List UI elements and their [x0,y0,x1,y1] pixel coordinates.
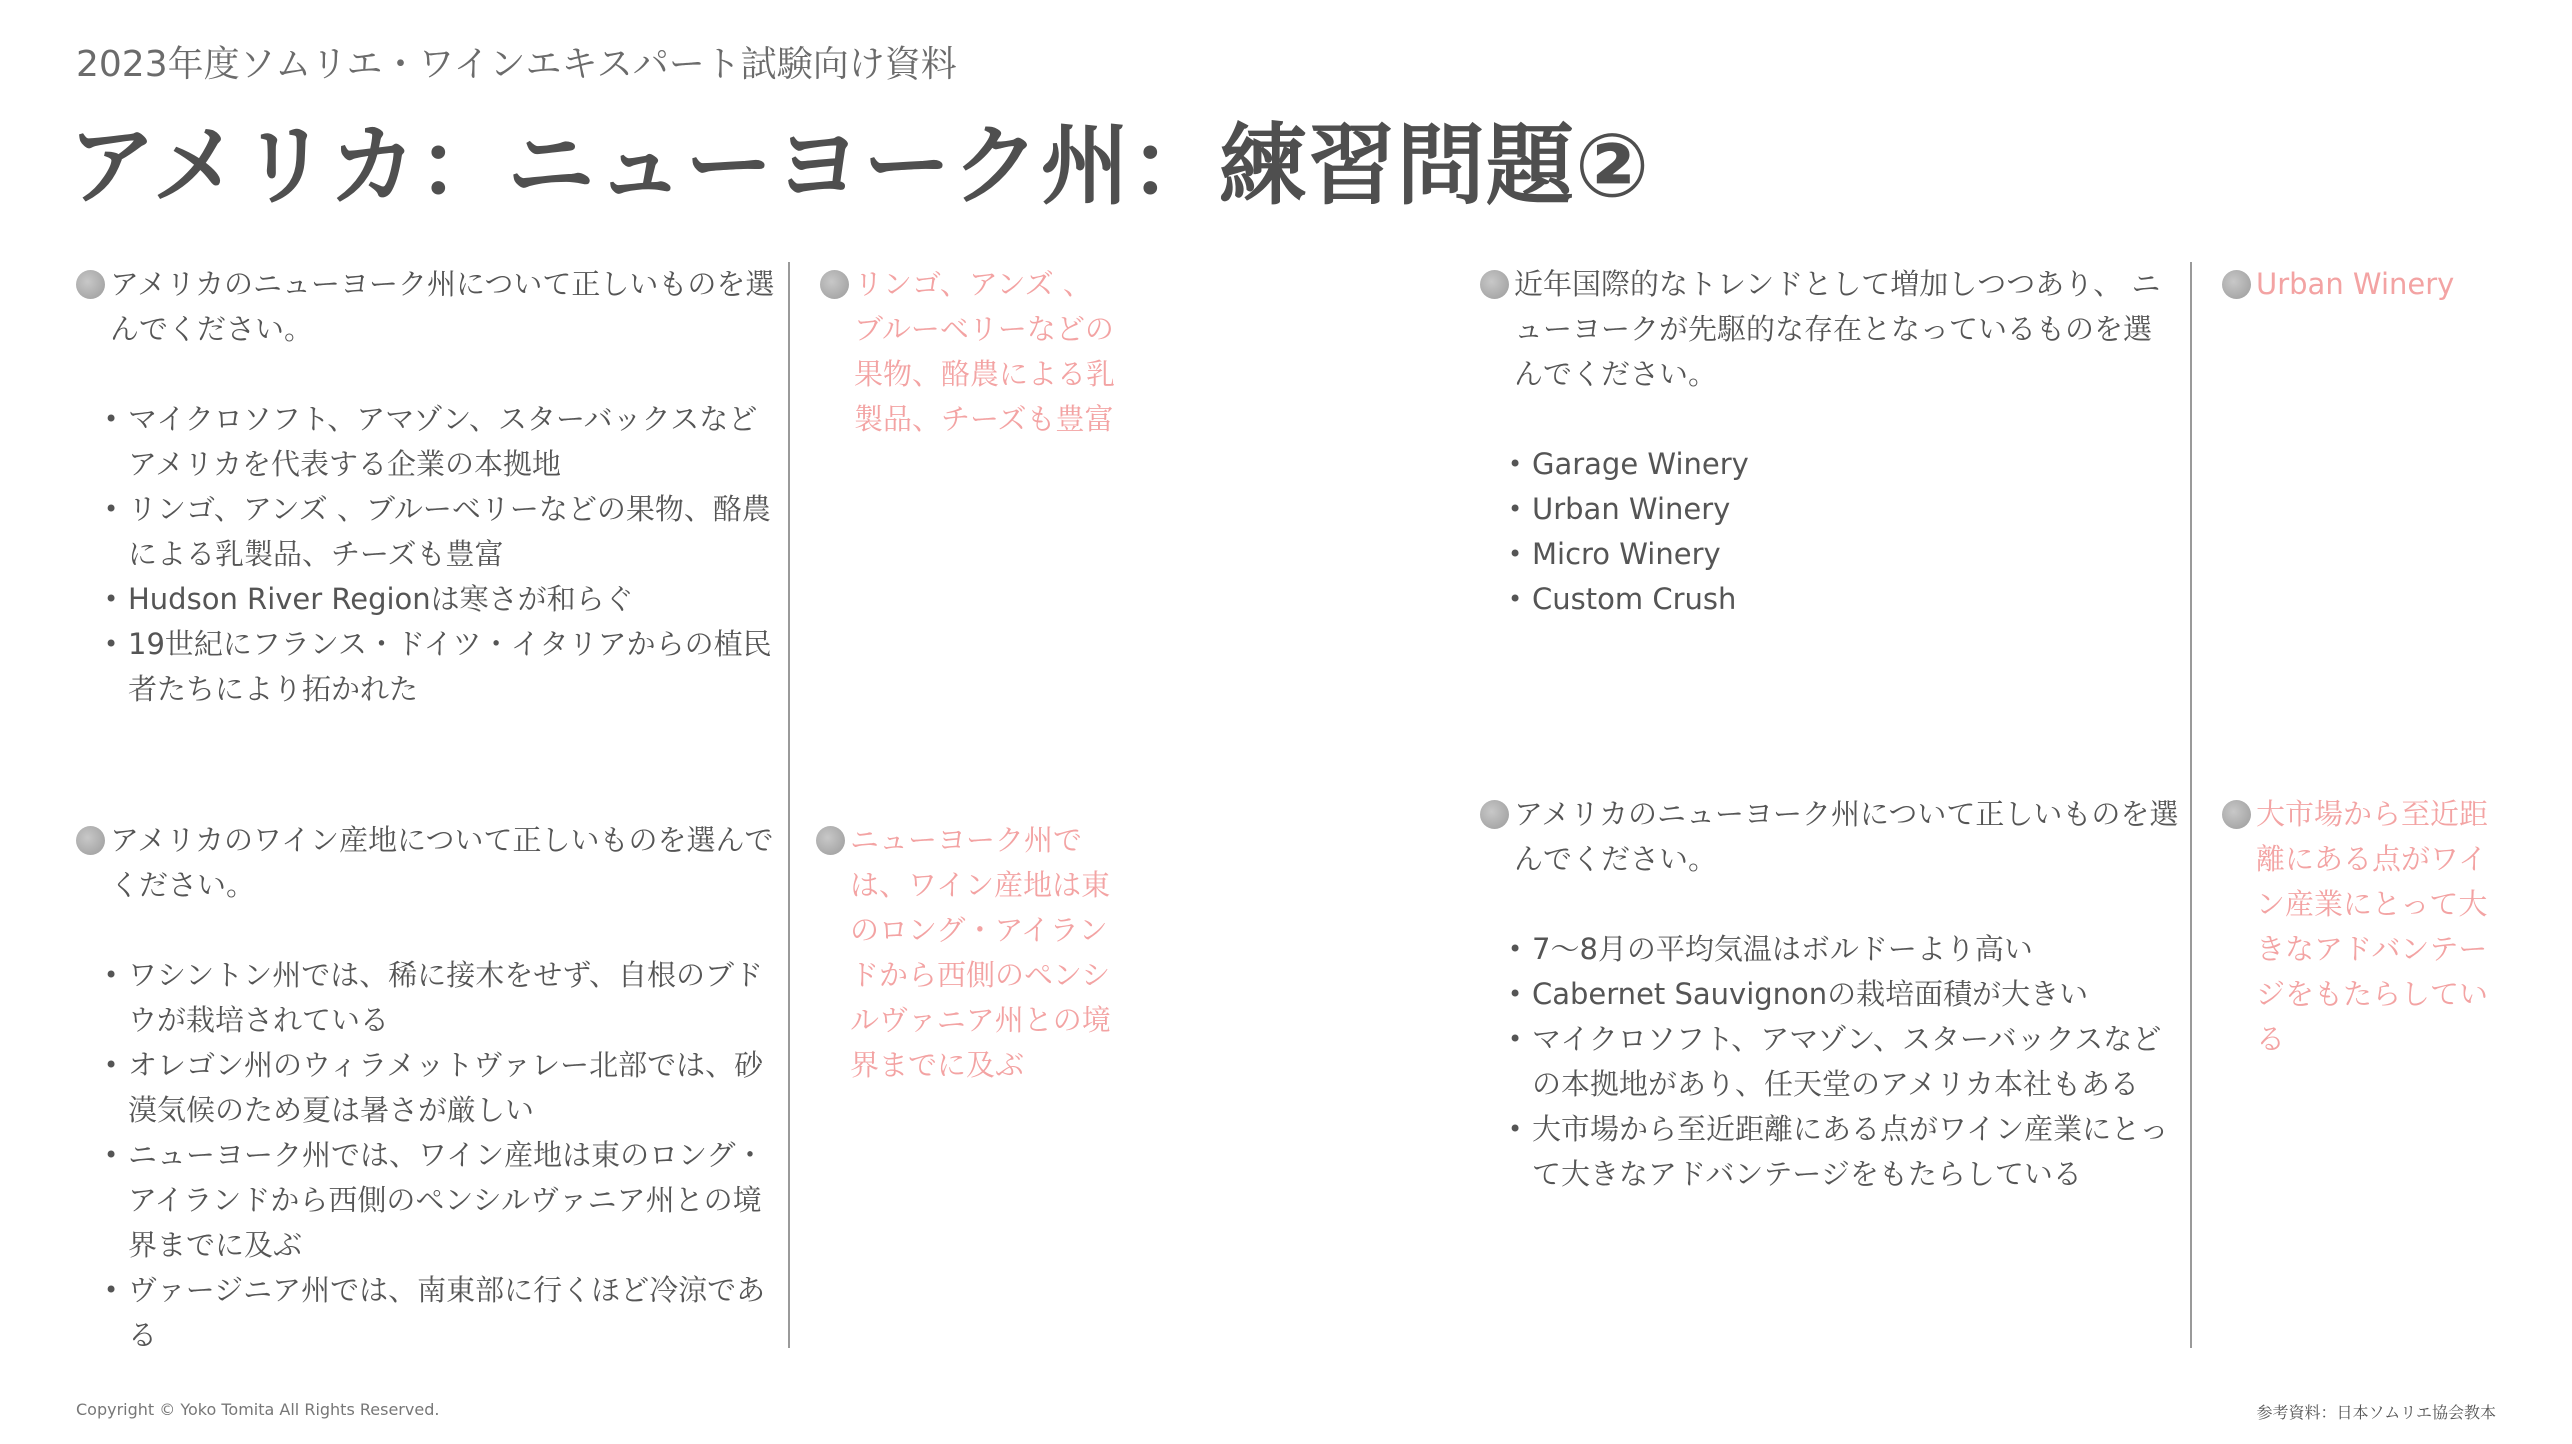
question-block-4 [1480,792,2180,1197]
option-item: • ニューヨーク州では、ワイン産地は東のロング・アイランドから西側のペンシルヴァニア州との境界までに及ぶ [76,1133,776,1268]
option-item: • リンゴ、アンズ 、ブルーベリーなどの果物、酪農による乳製品、チーズも豊富 [76,487,776,577]
option-item: • Urban Winery [1480,487,2180,532]
question-text-4 [1480,792,2180,882]
answer-3-text: Urban Winery [2256,267,2455,301]
question-block-1 [76,262,776,712]
question-text-1 [76,262,776,352]
option-item: • Cabernet Sauvignonの栽培面積が大きい [1480,972,2180,1017]
question-4-label: アメリカのニューヨーク州について正しいものを選んでください。 [1514,797,2179,876]
question-text-2 [76,818,776,908]
bullet-circle-icon [820,270,849,299]
answer-block-1 [820,262,1120,442]
option-item: • Custom Crush [1480,577,2180,622]
reference-text: 参考資料：日本ソムリエ協会教本 [2256,1403,2496,1422]
bullet-circle-icon [816,826,845,855]
option-item: • Micro Winery [1480,532,2180,577]
option-item: • 19世紀にフランス・ドイツ・イタリアからの植民者たちにより拓かれた [76,622,776,712]
column-divider [2190,262,2192,1348]
option-item: • 大市場から至近距離にある点がワイン産業にとって大きなアドバンテージをもたらしている [1480,1107,2180,1197]
answer-block-3 [2222,262,2522,307]
bullet-circle-icon [76,826,105,855]
option-item: • 7〜8月の平均気温はボルドーより高い [1480,927,2180,972]
option-list-3 [1480,442,2180,622]
deck-subtitle: 2023年度ソムリエ・ワインエキスパート試験向け資料 [76,44,957,85]
option-list-4 [1480,927,2180,1197]
copyright-text: Copyright © Yoko Tomita All Rights Reserved. [76,1400,440,1419]
bullet-circle-icon [1480,270,1509,299]
column-divider [788,262,790,1348]
option-item: • マイクロソフト、アマゾン、スターバックスなどの本拠地があり、任天堂のアメリカ本社もある [1480,1017,2180,1107]
question-2-label: アメリカのワイン産地について正しいものを選んでください。 [110,823,774,902]
page-title: アメリカ：ニューヨーク州：練習問題② [68,114,1651,217]
question-text-3 [1480,262,2180,397]
answer-1-text: リンゴ、アンズ 、ブルーベリーなどの果物、酪農による乳製品、チーズも豊富 [854,267,1116,436]
question-block-2 [76,818,776,1358]
answer-block-4 [2222,792,2512,1062]
bullet-circle-icon [2222,800,2251,829]
option-item: • ワシントン州では、稀に接木をせず、自根のブドウが栽培されている [76,953,776,1043]
option-list-1 [76,397,776,712]
bullet-circle-icon [76,270,105,299]
bullet-circle-icon [2222,270,2251,299]
option-item: • オレゴン州のウィラメットヴァレー北部では、砂漠気候のため夏は暑さが厳しい [76,1043,776,1133]
question-3-label: 近年国際的なトレンドとして増加しつつあり、 ニューヨークが先駆的な存在となっているものを選んでください。 [1514,267,2161,391]
option-item: • ヴァージニア州では、南東部に行くほど冷涼である [76,1268,776,1358]
option-list-2 [76,953,776,1358]
answer-2-text: ニューヨーク州では、ワイン産地は東のロング・アイランドから西側のペンシルヴァニア州との境界までに及ぶ [850,823,1111,1082]
option-item: • マイクロソフト、アマゾン、スターバックスなどアメリカを代表する企業の本拠地 [76,397,776,487]
option-item: • Hudson River Regionは寒さが和らぐ [76,577,776,622]
answer-4-text: 大市場から至近距離にある点がワイン産業にとって大きなアドバンテージをもたらしている [2256,797,2489,1056]
option-item: • Garage Winery [1480,442,2180,487]
answer-block-2 [816,818,1116,1088]
bullet-circle-icon [1480,800,1509,829]
question-1-label: アメリカのニューヨーク州について正しいものを選んでください。 [110,267,775,346]
question-block-3 [1480,262,2180,622]
